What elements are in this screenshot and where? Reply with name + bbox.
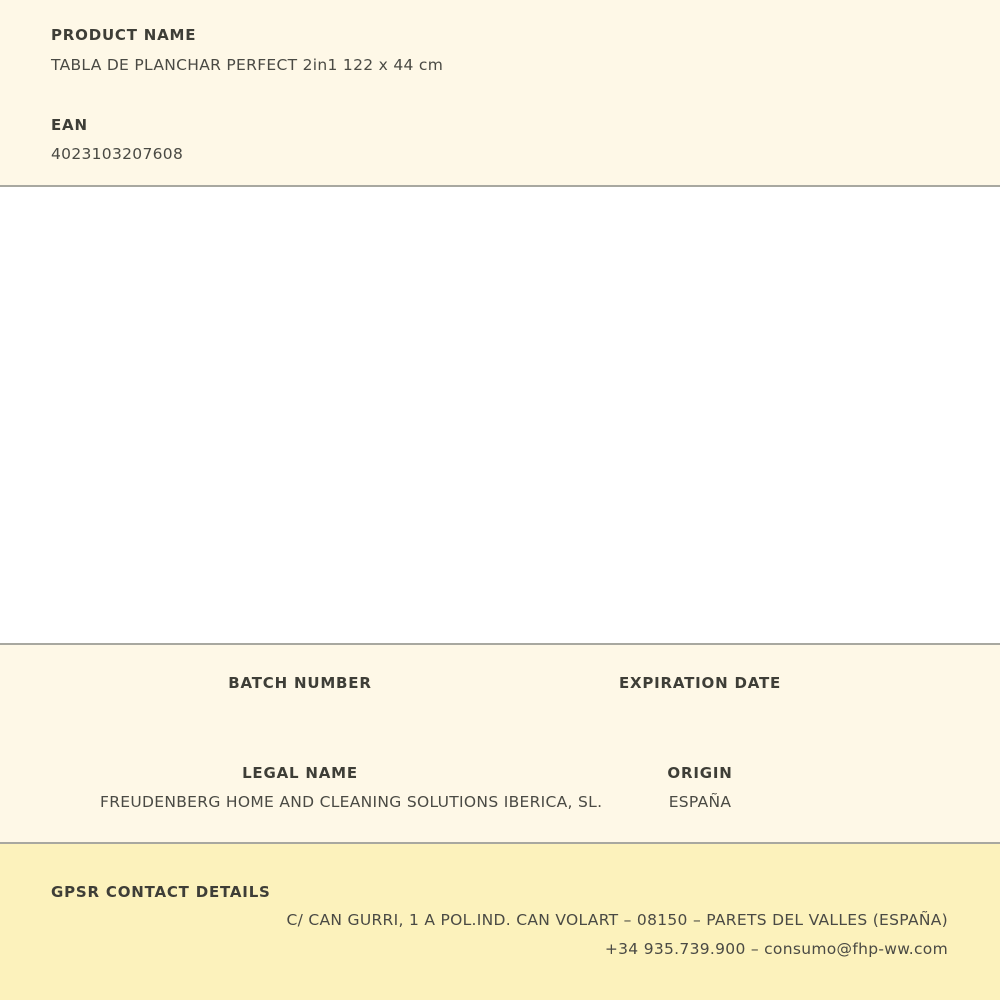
expiration-date-field xyxy=(500,673,900,693)
product-header-section xyxy=(0,0,1000,187)
ean-value: 4023103207608 xyxy=(51,145,184,163)
legal-name-field xyxy=(100,763,603,812)
product-name-value: TABLA DE PLANCHAR PERFECT 2in1 122 x 44 cm xyxy=(51,56,444,74)
contact-address: C/ CAN GURRI, 1 A POL.IND. CAN VOLART – 08150 – PARETS DEL VALLES (ESPAÑA) xyxy=(286,911,948,929)
legal-name-value: FREUDENBERG HOME AND CLEANING SOLUTIONS IBERICA, SL. xyxy=(100,793,603,811)
origin-label: ORIGIN xyxy=(667,764,733,782)
details-section xyxy=(0,645,1000,844)
contact-phone-email: +34 935.739.900 – consumo@fhp-ww.com xyxy=(604,940,948,958)
product-name-label: PRODUCT NAME xyxy=(51,26,197,44)
legal-name-label: LEGAL NAME xyxy=(242,764,358,782)
legal-origin-row xyxy=(0,763,1000,812)
origin-value: ESPAÑA xyxy=(668,793,732,811)
batch-number-field xyxy=(100,673,500,693)
batch-number-label: BATCH NUMBER xyxy=(228,674,372,692)
ean-label: EAN xyxy=(51,116,88,134)
batch-expiration-row xyxy=(0,673,1000,693)
gpsr-contact-section xyxy=(0,844,1000,1000)
gpsr-contact-label: GPSR CONTACT DETAILS xyxy=(51,883,271,901)
product-image-placeholder xyxy=(0,187,1000,645)
origin-field xyxy=(500,763,900,812)
expiration-date-label: EXPIRATION DATE xyxy=(618,674,782,692)
